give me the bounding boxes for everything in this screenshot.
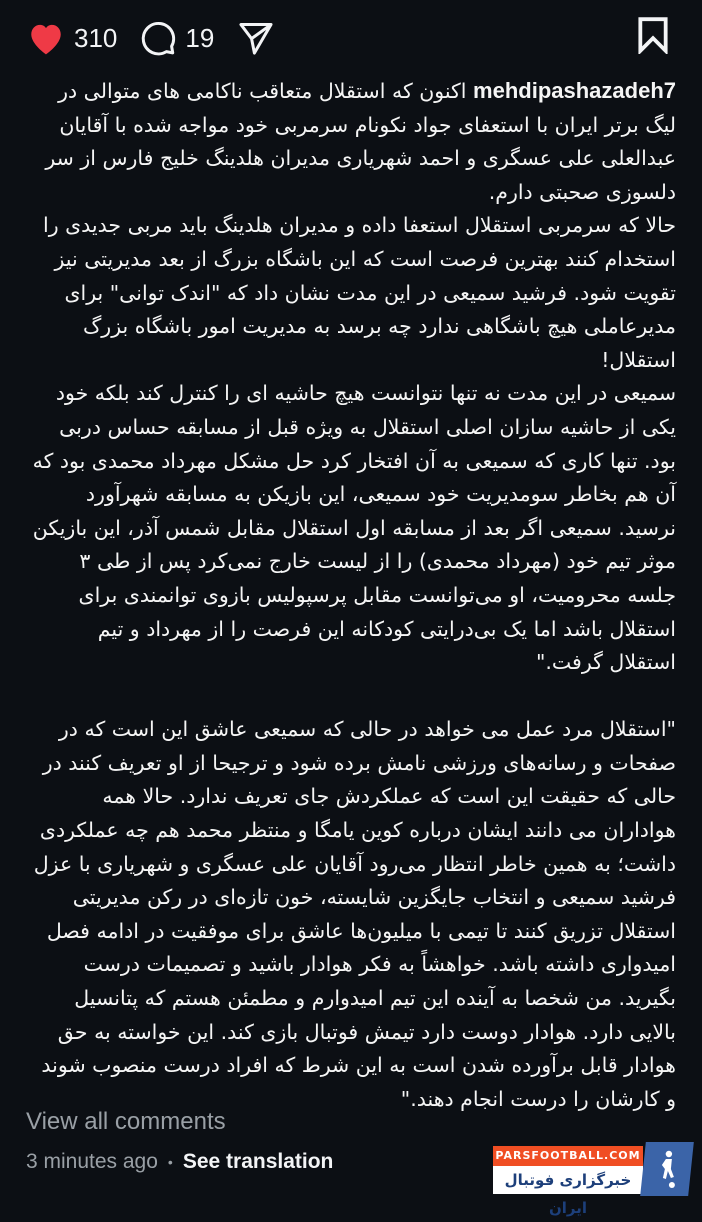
comment-bubble-icon: [139, 19, 177, 57]
watermark-logo: [640, 1142, 694, 1196]
heart-filled-icon: [26, 20, 66, 56]
like-count[interactable]: 310: [74, 22, 118, 53]
see-translation-button[interactable]: See translation: [182, 1150, 334, 1173]
post-meta: [26, 1150, 333, 1174]
caption-paragraph: [26, 74, 676, 209]
username-link[interactable]: mehdipashazadeh7: [473, 78, 676, 103]
view-all-comments-link[interactable]: View all comments: [26, 1108, 226, 1135]
separator-dot: •: [167, 1154, 173, 1170]
post-caption: [26, 74, 676, 1116]
watermark-site: PARSFOOTBALL.COM: [493, 1146, 643, 1166]
footballer-icon: [655, 1150, 679, 1190]
watermark-tagline: خبرگزاری فوتبال ایران: [493, 1166, 643, 1194]
caption-blank-line: [26, 680, 676, 714]
paper-plane-icon: [236, 19, 276, 57]
bookmark-icon: [636, 16, 670, 54]
share-button[interactable]: [236, 19, 276, 57]
caption-paragraph: سمیعی در این مدت نه تنها نتوانست هیچ حاشیه ای را کنترل کند بلکه خود یکی از حاشیه سازان اصلی استقلال به ویژه قبل از مسابقه حساس دربی بود. تنها کاری که سمیعی به آن افتخار کرد حل مشکل مهرداد محمدی بود که آن هم بخاطر سومدیریت خود سمیعی، این بازیکن به مسابقه شهرآورد نرسید. سمیعی اگر بعد از مسابقه اول استقلال مقابل شمس آذر، این بازیکن موثر تیم خود (مهرداد محمدی) را از لیست خارج نمی‌کرد پس از طی ۳ جلسه محرومیت، او می‌توانست مقابل پرسپولیس بازوی توانمندی برای استقلال باشد اما یک بی‌درایتی کودکانه این فرصت را از مهرداد و تیم استقلال گرفت.": [32, 381, 676, 675]
post-timestamp: 3 minutes ago: [26, 1150, 158, 1173]
parsfootball-watermark: [493, 1146, 701, 1217]
save-button[interactable]: [636, 16, 670, 58]
post-actions-bar: [26, 14, 676, 62]
comment-count[interactable]: 19: [185, 22, 215, 53]
caption-paragraph: "استقلال مرد عمل می خواهد در حالی که سمیعی عاشق این است که در صفحات و رسانه‌های ورزشی نامش برده شود و ترجیحا از او تعریف کنند در حالی که حقیقت این است که عملکردش جای تعریف ندارد. حالا همه هواداران می دانند ایشان درباره کوین یامگا و منتظر محمد هم چه عملکردی داشت؛ به همین خاطر انتظار می‌رود آقایان علی عسگری و شهریاری با عزل فرشید سمیعی و انتخاب جایگزین شایسته، خون تازه‌ای در رکن مدیریتی استقلال تزریق کنند تا تیمی با میلیون‌ها عاشق برای موفقیت در ادامه فصل امیدواری داشته باشد. خواهشاً به فکر هوادار باشید و تصمیمات درست بگیرید. من شخصا به آینده این تیم امیدوارم و مطمئن هستم که پتانسیل بالایی دارد. هوادار دوست دارد تیمش فوتبال بازی کند. این خواسته به حق هوادار قابل برآورده شدن است به این شرط که افراد درست منصوب شوند و کارشان را درست انجام دهند.": [33, 717, 676, 1111]
like-button[interactable]: [26, 20, 117, 56]
caption-paragraph: حالا که سرمربی استقلال استعفا داده و مدیران هلدینگ باید مربی جدیدی را استخدام کنند بهترین فرصت است که این باشگاه بزرگ از بعد مدیریتی نیز تقویت شود. فرشید سمیعی در این مدت نشان داد که "اندک توانی" برای مدیرعاملی هیچ باشگاهی ندارد چه برسد به مدیریت امور باشگاه بزرگ استقلال!: [43, 213, 676, 372]
caption-text: اکنون که استقلال متعاقب ناکامی های متوالی در لیگ برتر ایران با استعفای جواد نکونام سرمربی خود مواجه شده با آقایان عبدالعلی علی عسگری و احمد شهریاری مدیران هلدینگ خلیج فارس از سر دلسوزی صحبتی دارم.: [45, 79, 676, 204]
comment-button[interactable]: [139, 19, 214, 57]
